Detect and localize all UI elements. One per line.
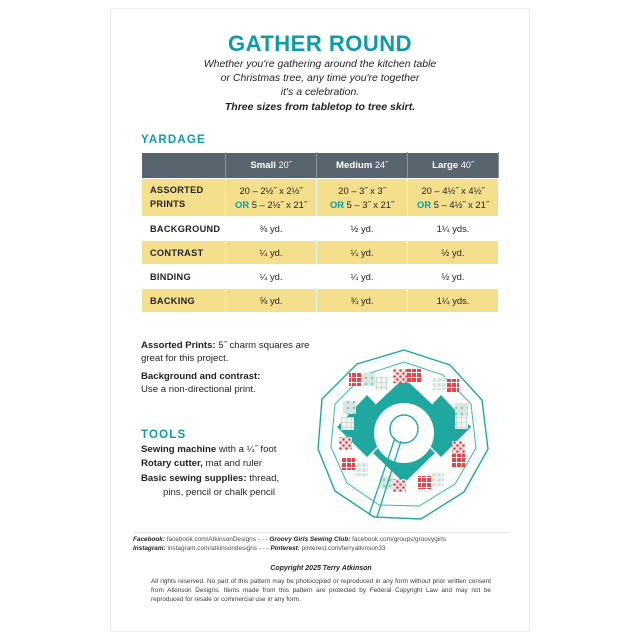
subtitle-line-1: Whether you're gathering around the kitchen table <box>203 58 437 70</box>
cell-line-1: 20 – 3˝ x 3˝ <box>338 185 386 196</box>
cell-large: ½ yd. <box>408 241 499 265</box>
groovy-url[interactable]: facebook.com/groups/groovygirls <box>350 536 446 543</box>
cell-small: ¼ yd. <box>226 241 317 265</box>
cell-large: 1¼ yds. <box>408 289 499 313</box>
tool-text-continued: pins, pencil or chalk pencil <box>163 487 275 499</box>
cell-small: ⅝ yd. <box>226 289 317 313</box>
or-label: OR <box>329 198 345 210</box>
row-label: ASSORTED PRINTS <box>142 179 226 217</box>
tool-text: mat and ruler <box>202 458 263 470</box>
subtitle-tagline: Three sizes from tabletop to tree skirt. <box>224 100 416 113</box>
subtitle-line-3: it's a celebration. <box>280 86 360 99</box>
facebook-url[interactable]: facebook.com/AtkinsonDesigns - - - <box>164 536 270 543</box>
column-name-large: Large <box>432 160 459 171</box>
section-heading-tools: TOOLS <box>141 429 187 441</box>
table-row <box>142 179 499 217</box>
page-title: GATHER ROUND <box>227 31 413 56</box>
facebook-label: Facebook: <box>133 536 165 543</box>
cell-large <box>408 179 499 217</box>
tool-text: thread, <box>246 472 280 484</box>
table-row <box>142 265 499 289</box>
note-text: 5˝ charm squares are great for this project. <box>141 340 310 364</box>
tool-label: Rotary cutter, <box>141 458 203 470</box>
cell-medium: ¾ yd. <box>317 289 408 313</box>
column-name-medium: Medium <box>336 160 373 171</box>
row-label: BACKING <box>142 289 226 313</box>
column-name-small: Small <box>250 160 276 171</box>
column-header-large <box>408 153 499 179</box>
groovy-label: Groovy Girls Sewing Club: <box>269 536 351 543</box>
or-label: OR <box>235 198 250 210</box>
table-row <box>142 241 499 265</box>
row-label: BACKGROUND <box>142 217 226 241</box>
note-label: Assorted Prints: <box>141 340 216 351</box>
row-label: BINDING <box>142 265 226 289</box>
cell-small: ¼ yd. <box>226 265 317 289</box>
social-line-instagram <box>133 544 509 553</box>
cell-line-1: 20 – 4½˝ x 4½˝ <box>421 185 485 196</box>
cell-medium: ½ yd. <box>317 217 408 241</box>
cell-line-1: 20 – 2½˝ x 2½˝ <box>239 185 303 196</box>
cell-small: ⅜ yd. <box>226 217 317 241</box>
column-size-medium: 24˝ <box>374 160 388 170</box>
row-label: CONTRAST <box>142 241 226 265</box>
note-background-contrast <box>141 370 321 396</box>
cell-alt-text: 5 – 2½˝ x 21˝ <box>249 198 307 210</box>
pinterest-label: Pinterest: <box>270 545 300 553</box>
social-links <box>133 535 509 554</box>
column-size-small: 20˝ <box>278 160 292 170</box>
cell-line-2 <box>317 198 407 212</box>
tool-text: with a ¼˝ foot <box>216 444 277 455</box>
cell-medium <box>317 179 408 217</box>
section-heading-yardage: YARDAGE <box>141 134 206 146</box>
tool-label: Basic sewing supplies: <box>141 472 247 484</box>
social-line-facebook <box>133 535 509 544</box>
or-label: OR <box>417 198 432 210</box>
cell-large: ½ yd. <box>408 265 499 289</box>
instagram-label: Instagram: <box>133 545 166 553</box>
subtitle <box>111 57 529 114</box>
table-corner-cell <box>142 153 226 179</box>
column-header-medium <box>317 153 408 179</box>
subtitle-line-2: or Christmas tree, any time you're together <box>220 72 420 85</box>
instagram-url[interactable]: instagram.com/atkinsondesigns - - - <box>165 545 271 553</box>
cell-alt-text: 5 – 4½˝ x 21˝ <box>431 198 489 210</box>
note-label: Background and contrast: <box>141 371 261 382</box>
table-row <box>142 217 499 241</box>
cell-line-2 <box>408 198 498 212</box>
table-header-row <box>142 153 499 179</box>
quilt-illustration <box>309 345 499 527</box>
copyright-line: Copyright 2025 Terry Atkinson <box>270 565 372 572</box>
cell-alt-text: 5 – 3˝ x 21˝ <box>344 198 395 210</box>
pattern-page <box>110 8 530 632</box>
note-assorted-prints <box>141 339 321 365</box>
cell-medium: ¼ yd. <box>317 265 408 289</box>
note-text: Use a non-directional print. <box>141 384 256 395</box>
pinterest-url[interactable]: pinterest.com/terryatkinson33 <box>299 545 386 553</box>
cell-medium: ¼ yd. <box>317 241 408 265</box>
column-header-small <box>226 153 317 179</box>
cell-line-2 <box>226 198 316 212</box>
footer-divider <box>133 532 509 533</box>
yardage-table <box>141 152 499 313</box>
table-row <box>142 289 499 313</box>
column-size-large: 40˝ <box>460 160 474 170</box>
tool-label: Sewing machine <box>141 444 217 455</box>
cell-small <box>226 179 317 217</box>
legal-text: All rights reserved. No part of this pattern may be photocopied or reproduced in any form without prior written consent from Atkinson Designs. Items made from this pattern are protected by Federal Copyright Law and may not be reproduced for resale or commercial use in any form. <box>151 578 491 604</box>
cell-large: 1¼ yds. <box>408 217 499 241</box>
